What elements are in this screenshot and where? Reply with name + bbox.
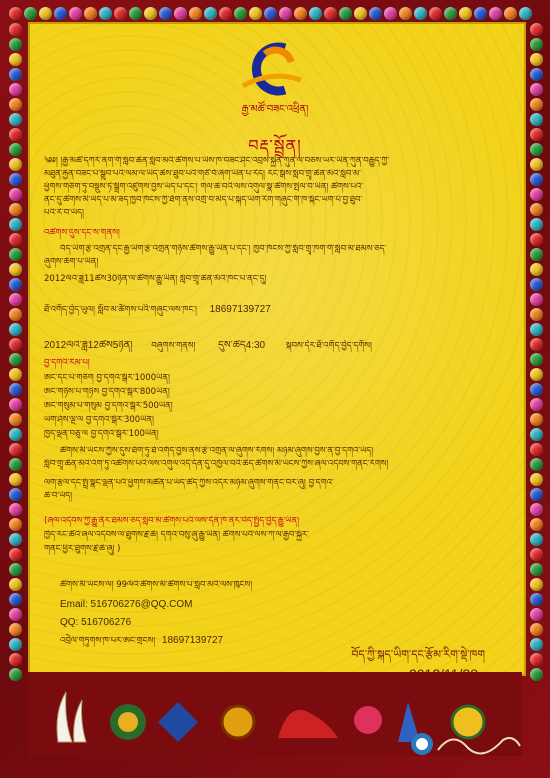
bead [9,158,22,171]
bead [399,7,412,20]
bead [530,473,543,486]
bead [354,7,367,20]
contact-line [44,304,506,316]
bead [530,623,543,636]
bead [530,188,543,201]
bead [9,413,22,426]
bead [530,218,543,231]
bead [530,608,543,621]
bead [530,158,543,171]
bead [9,278,22,291]
bead [9,38,22,51]
bead [294,7,307,20]
bead [530,398,543,411]
bead [174,7,187,20]
bead [9,263,22,276]
bead [530,128,543,141]
bead [530,488,543,501]
phone-line [60,634,360,648]
bead [84,7,97,20]
bead [309,7,322,20]
bead [24,7,37,20]
bead [530,533,543,546]
bead [9,488,22,501]
bead [530,653,543,666]
bead [324,7,337,20]
bead [9,458,22,471]
body-line: ཞུགས་ཆོག་པ་ཡིན། [44,257,99,267]
bead [530,113,543,126]
bead-border-left [8,22,23,682]
schedule-date: 2012ལོའི་ཟླ12ཚེས5ཉིན། [44,340,133,351]
bead [9,428,22,441]
bead [129,7,142,20]
schedule-place: བཞུགས་གནས། [151,341,196,351]
body-line: པའི་རེ་བ་ཡོད། [44,208,84,218]
qq-line: QQ: 516706276 [60,617,132,628]
bead [530,203,543,216]
bead [414,7,427,20]
bead [530,23,543,36]
bead [530,263,543,276]
bead [530,83,543,96]
bead [339,7,352,20]
bead [9,203,22,216]
closing-line: ཁྱེད་རང་ཚོའི་ཞལ་འདེབས་ལ་ཐུགས་རྗེ་ཆེ། དགའ་བསུ་ཞུ་རྒྱུ་ཡིན། ཚོགས་པའི་ལས་ཀ་ལ་རྒྱབ་སྐྱོར་ [44,530,309,540]
bead [69,7,82,20]
body-line: བོད་ཡིག་རྩེ་འགྲན་དང་རྒྱ་ཡིག་རྩེ་འགྲན་གཉིས་ཚོགས་རྒྱུ་ཡིན་པ་དང་། ཁྱབ་ཁོངས་ཀྱི་སློབ་གྲྭ་ཁག་གི་སློབ་མ་ཐམས་ཅད་ [60,244,387,254]
bead [530,458,543,471]
bead [9,548,22,561]
bead [530,443,543,456]
bead [9,188,22,201]
bead [189,7,202,20]
bead [9,608,22,621]
bead [159,7,172,20]
bead [489,7,502,20]
bead-border-top [8,6,533,21]
bead [54,7,67,20]
section-heading: འཚོགས་དུས་དང་ས་གནས། [44,228,120,238]
closing-line: གནང་ཕྱིར་ཐུགས་རྗེ་ཆེ་ཞུ། ) [44,544,121,554]
bead [530,593,543,606]
bead-border-right [529,22,544,682]
phone-label: འབྲེལ་གཏུགས་ཁ་པར་ཨང་གྲངས། [60,636,156,646]
bead [9,653,22,666]
schedule-time: དུས་ཚོད4:30 [218,340,266,351]
prize-item: ཁྱད་ལྡན་བཅུ་ལ བྱ་དགའ་སྒོར་100ཡིན། [44,429,159,439]
note-line: ཆེ་བ་ཡོད། [44,491,73,501]
bead [219,7,232,20]
bead [9,668,22,681]
bead [9,68,22,81]
bead [474,7,487,20]
bead [9,338,22,351]
bead [384,7,397,20]
bead [504,7,517,20]
bead [9,323,22,336]
prizes-heading: བྱ་དགའི་རིམ་པ། [44,358,90,368]
bead [9,113,22,126]
bead [519,7,532,20]
body-line: ནང་དུ་ཚོགས་མི་ཡོད་པ་མ་ཟད་ཁྱབ་ཁོངས་ཀྱི་ཐོག་ནས་འགྲོ་བ་མེད་པ་སྐད་ཡིག་རིག་གཞུང་གི་ཁ་སྐོང་ཡག་པོ་བྱ་ཐུབ་ [44,195,363,205]
bead [530,503,543,516]
bead [144,7,157,20]
bead [530,53,543,66]
bead [9,98,22,111]
bead [9,23,22,36]
note-line: ལག་རྩལ་དང་སྤྲོ་སྣང་ལྡན་པའི་ཕྱོགས་མཚོན་པ་ཡོད་ཚད་ཀྱིས་འདིར་མཉམ་ཞུགས་གནང་བར་ཞུ། བྱ་དགའ་ [44,478,334,488]
bead [530,668,543,681]
bead [9,368,22,381]
schedule-note: སྐབས་དེར་ཐོ་འགོད་བྱེད་དགོས། [285,341,372,351]
prize-item: ཨང་དང་པོ་གཅིག བྱ་དགའ་སྒོར་1000ཡིན། [44,373,170,383]
bead [9,383,22,396]
note-line: ཚོགས་མི་ཡོངས་ཀྱིས་དུས་ཐོག་ཏུ་ཐོ་འགོད་བྱས་ནས་རྩེ་འགྲན་ལ་ཞུགས་རོགས། མཉམ་ཞུགས་བྱས་ན་བྱ་དགའ་ཡོད། [60,446,374,456]
bead [530,548,543,561]
closing-line: (ཞལ་འདེབས་ཀྱི་རྒྱུ་ནོར་ཐམས་ཅད་སློབ་མ་ཚོགས་པའི་ལས་དོན་ཁོ་ནར་བེད་སྤྱོད་བྱེད་རྒྱུ་ཡིན། [44,516,299,526]
bead [204,7,217,20]
email-line[interactable]: Email: 516706276@QQ.COM [60,599,193,610]
body-line: ཕྱོགས་གཅིག་ཏུ་བསྡུས་ཏེ་སྒྲིག་འཛུགས་བྱས་ཡོད་པ་དང་། གལ་ཆེ་བའི་ལས་འགུལ་སྣ་ཚོགས་སྤེལ་བ་ཡིན། ཚོགས་པའི་ [44,182,364,192]
bead [99,7,112,20]
bead [9,218,22,231]
bead [530,338,543,351]
contact-phone: 18697139727 [209,304,271,315]
bead [530,248,543,261]
bead [9,7,22,20]
body-line: མཐུན་རྐྱེན་བཟང་པོ་སྒྲུབ་པའི་ལམ་ལ་ཡིད་ཆེས་ཐུབ་པའི་གཙོ་བོ་ཞིག་ཡིན་པ་རེད། རང་སྒོས་སློབ་གྲྭ་ཆེན་མོའི་སློབ་མ་ [44,169,361,179]
bead [530,353,543,366]
bead [530,173,543,186]
bead [9,518,22,531]
bead [459,7,472,20]
bead [9,143,22,156]
bead [9,293,22,306]
bead [234,7,247,20]
bead [9,473,22,486]
bead [530,68,543,81]
logo-caption: རྒྱ་མཚོ་བཟང་འཕྲིན། [241,104,309,115]
bead [9,53,22,66]
bead [9,398,22,411]
bead [530,428,543,441]
bead [530,233,543,246]
bead [279,7,292,20]
bead [9,623,22,636]
bead [530,563,543,576]
schedule-line [44,340,506,352]
prize-item: ཡག་ཤོས་ལྔ་ལ བྱ་དགའ་སྒོར་300ཡིན། [44,415,154,425]
watermark-icon [408,724,528,764]
organizer-line: ཚོགས་མི་ཡོངས་ལ། 99ལོའི་ཚོགས་མི་ཚོགས་པ་སློབ་མའི་ལས་ཁུངས། [60,580,253,590]
contact-label: ཐོ་འགོད་བྱེད་ཡུལ། སློབ་མ་ཚོགས་པའི་གཞུང་ལས་ཁང་། [44,305,197,315]
bead [9,233,22,246]
bead [249,7,262,20]
bead [530,578,543,591]
bead [530,98,543,111]
prize-item: ཨང་གཉིས་པ་གཉིས བྱ་དགའ་སྒོར་800ཡིན། [44,387,170,397]
bead [530,38,543,51]
bead [530,323,543,336]
bead [9,248,22,261]
bead [264,7,277,20]
bead [9,83,22,96]
bead [9,128,22,141]
event-date-line: 2012ལོའི་ཟླ11ཚེས30ཉིན་ལ་ཚོགས་རྒྱུ་ཡིན། སློབ་གྲྭ་ཆེན་མོའི་ཁང་པ་ནང་དུ། [44,274,267,284]
prize-item: ཨང་གསུམ་པ་གསུམ བྱ་དགའ་སྒོར་500ཡིན། [44,401,173,411]
bead [9,308,22,321]
bead [530,308,543,321]
bead [530,413,543,426]
bead [9,443,22,456]
bead [369,7,382,20]
bead [9,563,22,576]
footer-signature: བོད་ཀྱི་སྐད་ཡིག་དང་རྩོམ་རིག་སྡེ་ཁག [351,648,485,661]
bead [530,293,543,306]
bead [530,518,543,531]
bead [9,173,22,186]
bead [114,7,127,20]
bead [9,593,22,606]
bead [530,638,543,651]
bead [444,7,457,20]
bead [9,578,22,591]
bead [9,353,22,366]
note-line: སློབ་གྲྭ་ཆེན་མོའི་འོག་ཏུ་འཚོགས་པའི་ལས་འགུལ་འདི་དོན་དུ་འཁྱོལ་བའི་ཆེད་ཚོགས་མི་ཡོངས་ཀྱིས་ཞལ་འདེབས་གནང་རོགས། [44,459,389,469]
body-line: ༄༅། །རྒྱ་མཚོ་དཀར་ནག་གི་སློབ་ཆེན་སློབ་མའི་ཚོགས་པ་ཡིས་ཁ་བཟང་ཤིང་འབྲས་སྐྱེན་ཀུན་ལ་བཅས་ཡར་ཡིན་ཀུན་བརྒྱུད་ཀྱི་ [44,156,390,166]
bead [530,278,543,291]
bead [530,383,543,396]
bead [530,143,543,156]
bead [9,638,22,651]
logo-icon [231,40,319,100]
bead [39,7,52,20]
bead [530,368,543,381]
bead [9,533,22,546]
page-title: བརྡ་སྦྲོན། [248,136,302,155]
bead [9,503,22,516]
bead [429,7,442,20]
phone-number: 18697139727 [161,635,224,646]
